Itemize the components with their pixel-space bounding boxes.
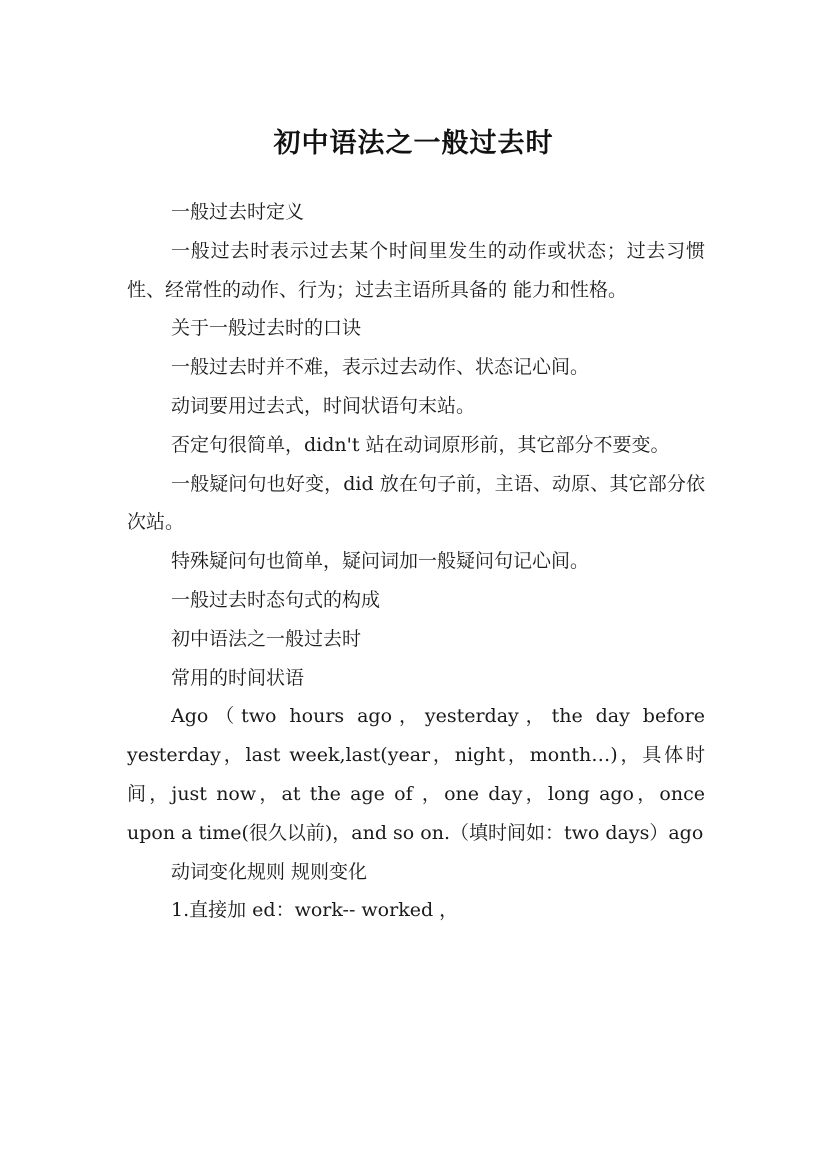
heading-time-adverbials: 常用的时间状语 xyxy=(171,666,305,689)
heading-verb-rules: 动词变化规则 规则变化 xyxy=(171,860,368,883)
mnemonic-line-1: 一般过去时并不难，表示过去动作、状态记心间。 xyxy=(171,356,590,379)
rule-1: 1.直接加 ed：work-- worked ， xyxy=(171,899,459,922)
mnemonic-line-3: 否定句很简单，didn't 站在动词原形前，其它部分不要变。 xyxy=(171,433,670,456)
heading-repeat-title: 初中语法之一般过去时 xyxy=(171,627,362,650)
mnemonic-line-2: 动词要用过去式，时间状语句末站。 xyxy=(171,394,476,417)
time-adverbials-paragraph: Ago（two hours ago，yesterday，the day before yesterday，last week,last(year，night，month…)，具体时间，just now，at the age of ，one day，long ago，once upon a time(很久以前)，and so on.（填时间如：two days）ago xyxy=(127,705,705,844)
mnemonic-line-4: 一般疑问句也好变，did 放在句子前，主语、动原、其它部分依次站。 xyxy=(127,472,705,534)
heading-mnemonic: 关于一般过去时的口诀 xyxy=(171,317,362,340)
document-title: 初中语法之一般过去时 xyxy=(273,128,554,160)
definition-paragraph: 一般过去时表示过去某个时间里发生的动作或状态；过去习惯性、经常性的动作、行为；过去主语所具备的 能力和性格。 xyxy=(127,239,705,301)
heading-structure: 一般过去时态句式的构成 xyxy=(171,588,381,611)
heading-definition: 一般过去时定义 xyxy=(171,201,305,223)
mnemonic-line-5: 特殊疑问句也简单，疑问词加一般疑问句记心间。 xyxy=(171,550,590,573)
document-body xyxy=(127,193,705,930)
